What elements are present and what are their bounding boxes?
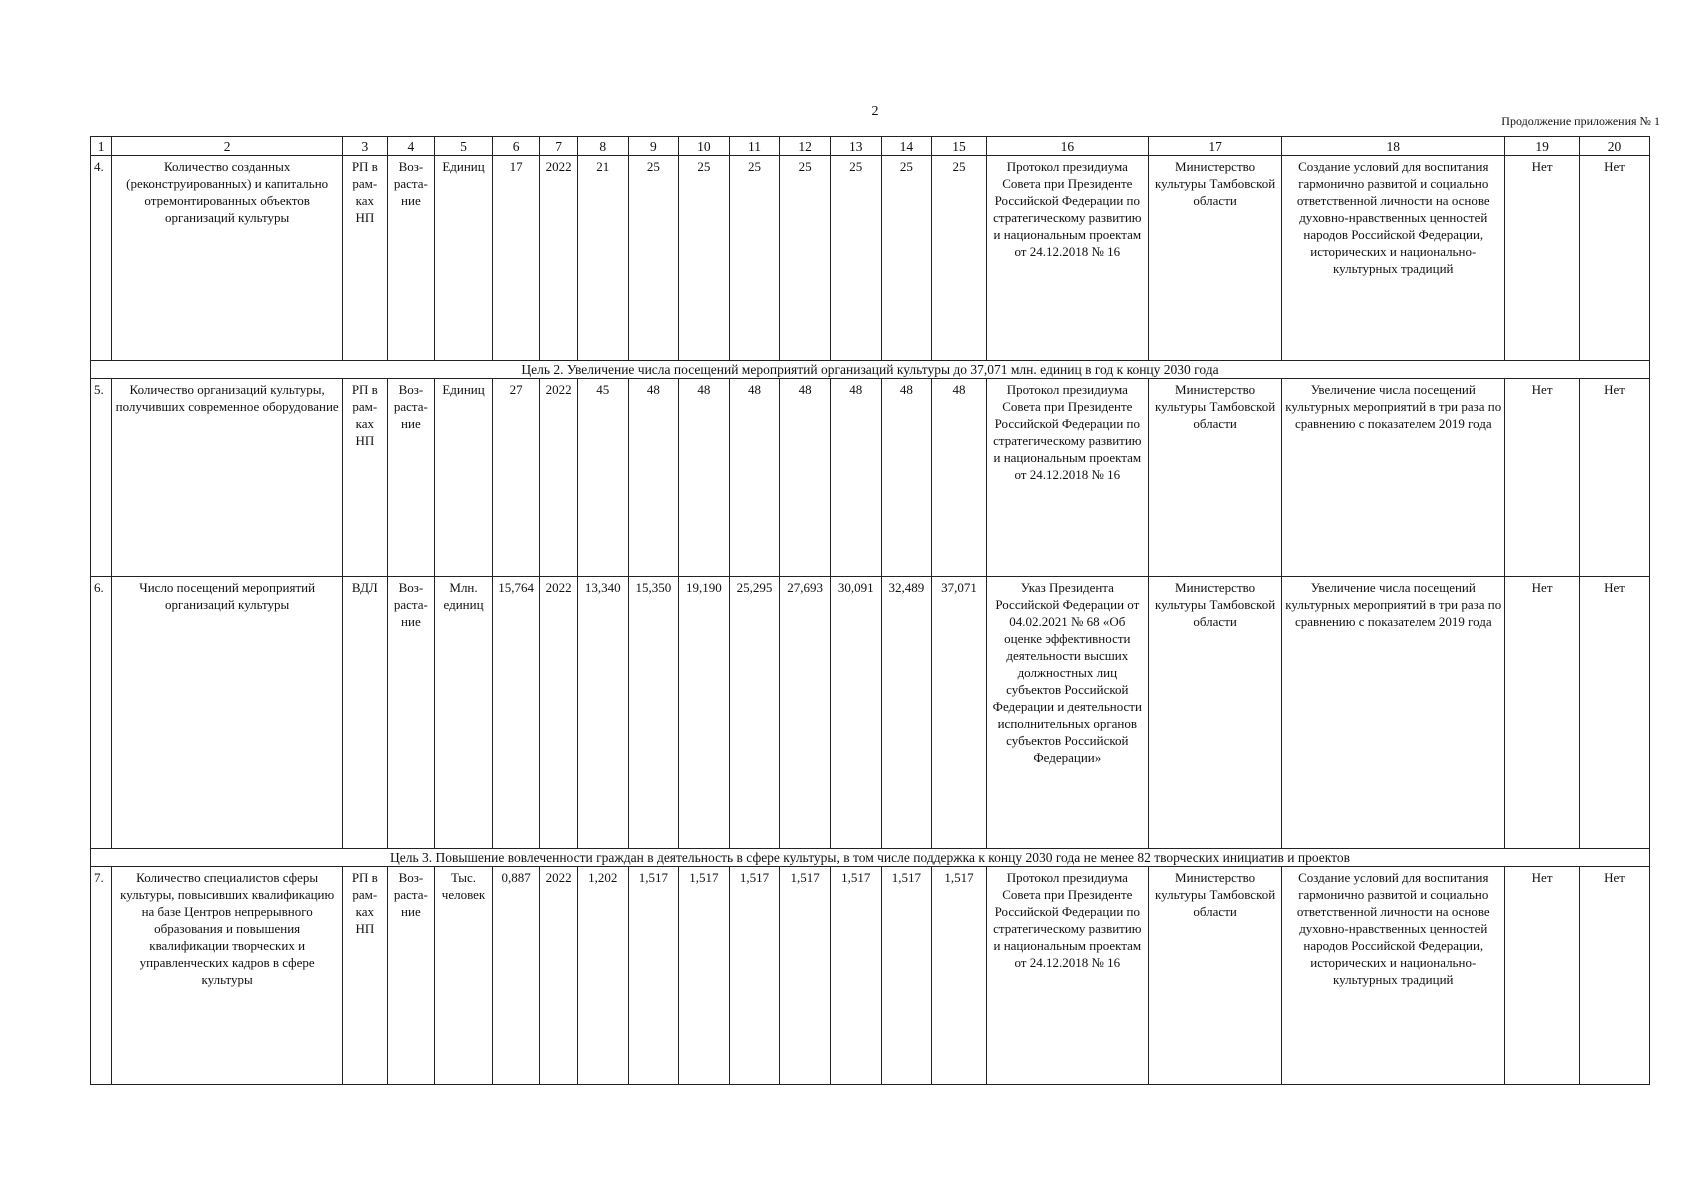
target-value: 25 — [679, 156, 730, 361]
target-value: 32,489 — [881, 577, 932, 849]
responsible-body: Министерство культуры Тамбовской области — [1148, 867, 1282, 1085]
col-number: 2 — [112, 137, 343, 156]
national-goal-link: Увеличение числа посещений культурных мероприятий в три раза по сравнению с показателем 2019 года — [1282, 577, 1505, 849]
responsible-body: Министерство культуры Тамбовской области — [1148, 577, 1282, 849]
base-year: 2022 — [540, 577, 577, 849]
target-value: 21 — [577, 156, 628, 361]
indicator-unit: Единиц — [435, 379, 493, 577]
source-document: Протокол президиума Совета при Президенте Российской Федерации по стратегическому развитию и национальным проектам от 24.12.2018 № 16 — [986, 156, 1148, 361]
col-number: 9 — [628, 137, 679, 156]
national-goal-link: Создание условий для воспитания гармонично развитой и социально ответственной личности на основе духовно-нравственных ценностей народов Российской Федерации, исторических и национально-культурных традиций — [1282, 156, 1505, 361]
indicator-name: Количество созданных (реконструированных) и капитально отремонтированных объектов организаций культуры — [112, 156, 343, 361]
row-number: 7. — [91, 867, 112, 1085]
col-number: 5 — [435, 137, 493, 156]
national-goal-link: Увеличение числа посещений культурных мероприятий в три раза по сравнению с показателем 2019 года — [1282, 379, 1505, 577]
indicators-table — [90, 136, 1650, 1085]
col-number: 20 — [1580, 137, 1650, 156]
target-value: 37,071 — [932, 577, 987, 849]
col-number: 11 — [729, 137, 780, 156]
goal-row — [91, 849, 1650, 867]
row-number: 5. — [91, 379, 112, 577]
col19-value: Нет — [1505, 867, 1580, 1085]
target-value: 48 — [932, 379, 987, 577]
col-number: 4 — [387, 137, 435, 156]
target-value: 25 — [628, 156, 679, 361]
indicator-type: РП в рам-ках НП — [343, 156, 388, 361]
indicator-unit: Тыс. человек — [435, 867, 493, 1085]
indicator-dynamics: Воз-раста-ние — [387, 867, 435, 1085]
target-value: 1,517 — [628, 867, 679, 1085]
target-value: 15,350 — [628, 577, 679, 849]
indicator-dynamics: Воз-раста-ние — [387, 379, 435, 577]
target-value: 25 — [830, 156, 881, 361]
table-row — [91, 156, 1650, 361]
target-value: 30,091 — [830, 577, 881, 849]
base-year: 2022 — [540, 156, 577, 361]
col-number: 7 — [540, 137, 577, 156]
target-value: 13,340 — [577, 577, 628, 849]
source-document: Протокол президиума Совета при Президенте Российской Федерации по стратегическому развитию и национальным проектам от 24.12.2018 № 16 — [986, 379, 1148, 577]
col-number: 3 — [343, 137, 388, 156]
target-value: 1,517 — [780, 867, 831, 1085]
target-value: 1,202 — [577, 867, 628, 1085]
col19-value: Нет — [1505, 379, 1580, 577]
col20-value: Нет — [1580, 577, 1650, 849]
responsible-body: Министерство культуры Тамбовской области — [1148, 379, 1282, 577]
target-value: 48 — [729, 379, 780, 577]
col-number: 8 — [577, 137, 628, 156]
indicator-unit: Млн. единиц — [435, 577, 493, 849]
col-number: 12 — [780, 137, 831, 156]
target-value: 48 — [881, 379, 932, 577]
indicator-type: ВДЛ — [343, 577, 388, 849]
col-number: 17 — [1148, 137, 1282, 156]
target-value: 19,190 — [679, 577, 730, 849]
col-number: 14 — [881, 137, 932, 156]
target-value: 1,517 — [932, 867, 987, 1085]
indicator-dynamics: Воз-раста-ние — [387, 156, 435, 361]
target-value: 25 — [932, 156, 987, 361]
page-number: 2 — [871, 104, 879, 119]
col20-value: Нет — [1580, 156, 1650, 361]
row-number: 6. — [91, 577, 112, 849]
continuation-note: Продолжение приложения № 1 — [1501, 114, 1660, 128]
target-value: 25,295 — [729, 577, 780, 849]
goal-3-title: Цель 3. Повышение вовлеченности граждан в деятельность в сфере культуры, в том числе поддержка к концу 2030 года не менее 82 творческих инициатив и проектов — [91, 849, 1650, 867]
base-value: 17 — [492, 156, 540, 361]
base-value: 0,887 — [492, 867, 540, 1085]
responsible-body: Министерство культуры Тамбовской области — [1148, 156, 1282, 361]
base-value: 27 — [492, 379, 540, 577]
source-document: Указ Президента Российской Федерации от 04.02.2021 № 68 «Об оценке эффективности деятельности высших должностных лиц субъектов Российской Федерации и деятельности исполнительных органов субъектов Российской Федерации» — [986, 577, 1148, 849]
target-value: 48 — [679, 379, 730, 577]
col20-value: Нет — [1580, 379, 1650, 577]
col20-value: Нет — [1580, 867, 1650, 1085]
target-value: 1,517 — [830, 867, 881, 1085]
goal-row — [91, 361, 1650, 379]
col19-value: Нет — [1505, 156, 1580, 361]
base-year: 2022 — [540, 867, 577, 1085]
row-number: 4. — [91, 156, 112, 361]
col-number: 18 — [1282, 137, 1505, 156]
column-number-row — [91, 137, 1650, 156]
source-document: Протокол президиума Совета при Президенте Российской Федерации по стратегическому развитию и национальным проектам от 24.12.2018 № 16 — [986, 867, 1148, 1085]
indicator-type: РП в рам-ках НП — [343, 379, 388, 577]
table-row — [91, 379, 1650, 577]
col-number: 10 — [679, 137, 730, 156]
target-value: 1,517 — [881, 867, 932, 1085]
target-value: 1,517 — [729, 867, 780, 1085]
target-value: 25 — [780, 156, 831, 361]
indicator-unit: Единиц — [435, 156, 493, 361]
base-year: 2022 — [540, 379, 577, 577]
base-value: 15,764 — [492, 577, 540, 849]
target-value: 27,693 — [780, 577, 831, 849]
target-value: 48 — [628, 379, 679, 577]
indicator-type: РП в рам-ках НП — [343, 867, 388, 1085]
goal-2-title: Цель 2. Увеличение числа посещений мероприятий организаций культуры до 37,071 млн. единиц в год к концу 2030 года — [91, 361, 1650, 379]
col-number: 13 — [830, 137, 881, 156]
indicator-name: Количество специалистов сферы культуры, повысивших квалификацию на базе Центров непрерывного образования и повышения квалификации творческих и управленческих кадров в сфере культуры — [112, 867, 343, 1085]
target-value: 25 — [729, 156, 780, 361]
indicator-name: Число посещений мероприятий организаций культуры — [112, 577, 343, 849]
col-number: 15 — [932, 137, 987, 156]
col-number: 6 — [492, 137, 540, 156]
indicator-name: Количество организаций культуры, получивших современное оборудование — [112, 379, 343, 577]
indicator-dynamics: Воз-раста-ние — [387, 577, 435, 849]
col-number: 16 — [986, 137, 1148, 156]
target-value: 45 — [577, 379, 628, 577]
col-number: 1 — [91, 137, 112, 156]
table-row — [91, 867, 1650, 1085]
target-value: 25 — [881, 156, 932, 361]
col19-value: Нет — [1505, 577, 1580, 849]
target-value: 1,517 — [679, 867, 730, 1085]
target-value: 48 — [830, 379, 881, 577]
target-value: 48 — [780, 379, 831, 577]
national-goal-link: Создание условий для воспитания гармонично развитой и социально ответственной личности на основе духовно-нравственных ценностей народов Российской Федерации, исторических и национально-культурных традиций — [1282, 867, 1505, 1085]
col-number: 19 — [1505, 137, 1580, 156]
table-row — [91, 577, 1650, 849]
